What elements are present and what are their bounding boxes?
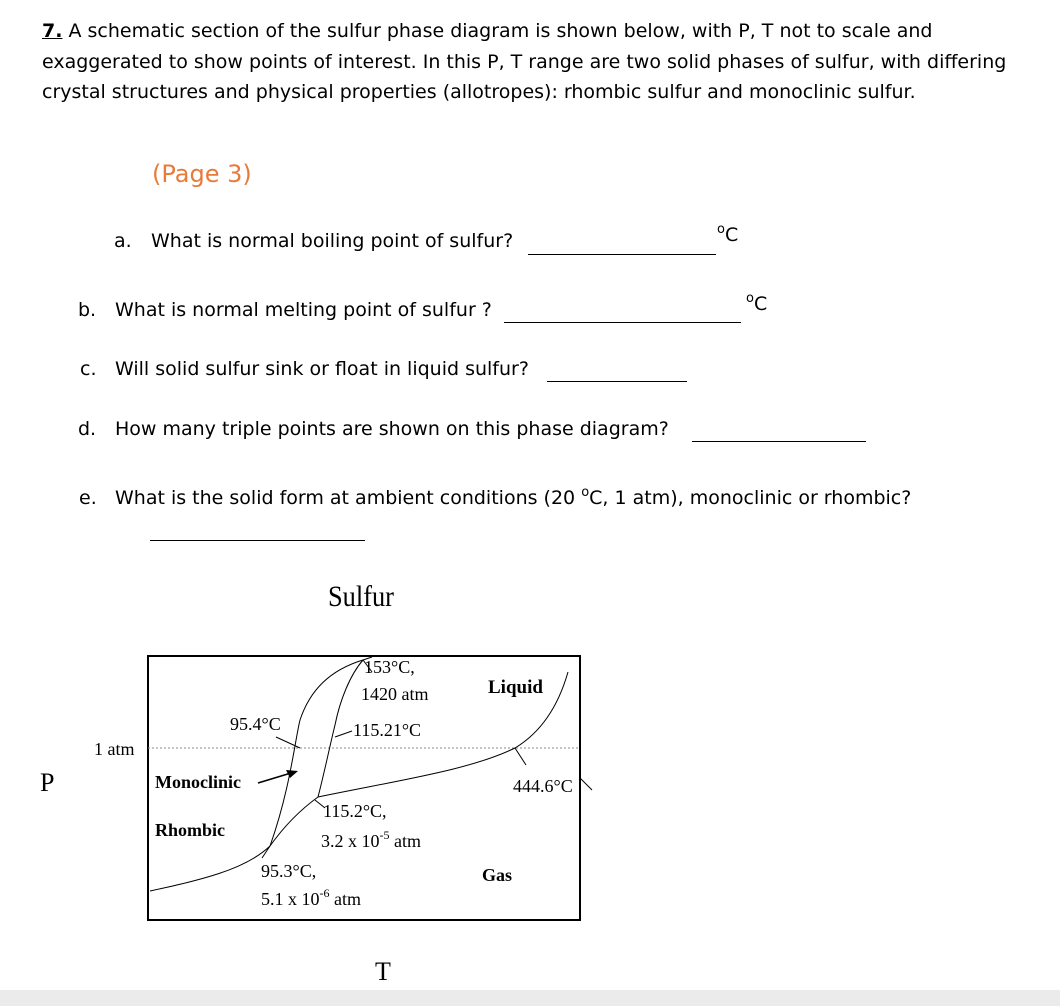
question-a-text: What is normal boiling point of sulfur? [151,230,514,252]
question-number: 7. [42,20,63,42]
triple-point-top-pressure: 1420 atm [361,684,429,704]
bottom-band [0,990,1060,1006]
rhombic-gas-boundary [150,846,270,891]
diagram-title: Sulfur [328,580,394,614]
region-gas: Gas [482,865,513,885]
axis-x-label: T [375,957,391,986]
triple-point-top-temp: 153°C, [364,657,415,677]
axis-y-label: P [40,768,55,797]
question-a-letter: a. [114,230,132,252]
transition-954-label: 95.4°C [230,714,281,734]
question-c-letter: c. [80,358,97,380]
intro-text: A schematic section of the sulfur phase diagram is shown below, with P, T not to scale and exaggerated to show points of interest. In this P, T range are two solid phases of sulfur, with differing crystal structures and physical properties (allotropes): rhombic sulfur and monoclinic sulfur. [42,20,1007,103]
region-monoclinic: Monoclinic [155,772,241,792]
answer-d-blank[interactable] [692,441,866,442]
region-rhombic: Rhombic [155,820,226,840]
phase-diagram [0,560,1060,990]
boiling-point-label: 444.6°C [513,776,573,796]
question-d-letter: d. [78,418,97,440]
question-intro [42,16,1022,108]
answer-e-blank[interactable] [150,540,365,541]
pressure-label: 1 atm [94,739,135,759]
monoclinic-arrow [258,770,298,783]
transition-11521-label: 115.21°C [353,720,422,740]
question-e-text: What is the solid form at ambient conditions (20 $^o$C, 1 atm), monoclinic or rhombic? [115,485,912,509]
answer-c-blank[interactable] [547,381,687,382]
monoclinic-gas-boundary [270,797,318,846]
answer-b-blank[interactable] [504,322,741,323]
question-d-text: How many triple points are shown on this phase diagram? [115,418,669,440]
triple-point-low-temp: 95.3°C, [261,861,317,881]
triple-point-mid-temp: 115.2°C, [323,801,387,821]
question-e-letter: e. [79,487,97,509]
answer-a-unit: $^o$C [717,222,739,246]
region-liquid: Liquid [488,677,543,698]
question-b-letter: b. [78,299,97,321]
page-label: (Page 3) [152,160,252,188]
question-c-text: Will solid sulfur sink or float in liquid sulfur? [115,358,529,380]
question-b-text: What is normal melting point of sulfur ? [115,299,492,321]
answer-b-unit: $^o$C [746,291,768,315]
triple-point-mid-pressure: 3.2 x $10^{-5}$ atm [321,828,421,851]
answer-a-blank[interactable] [528,254,716,255]
triple-point-low-pressure: 5.1 x $10^{-6}$ atm [261,886,361,909]
